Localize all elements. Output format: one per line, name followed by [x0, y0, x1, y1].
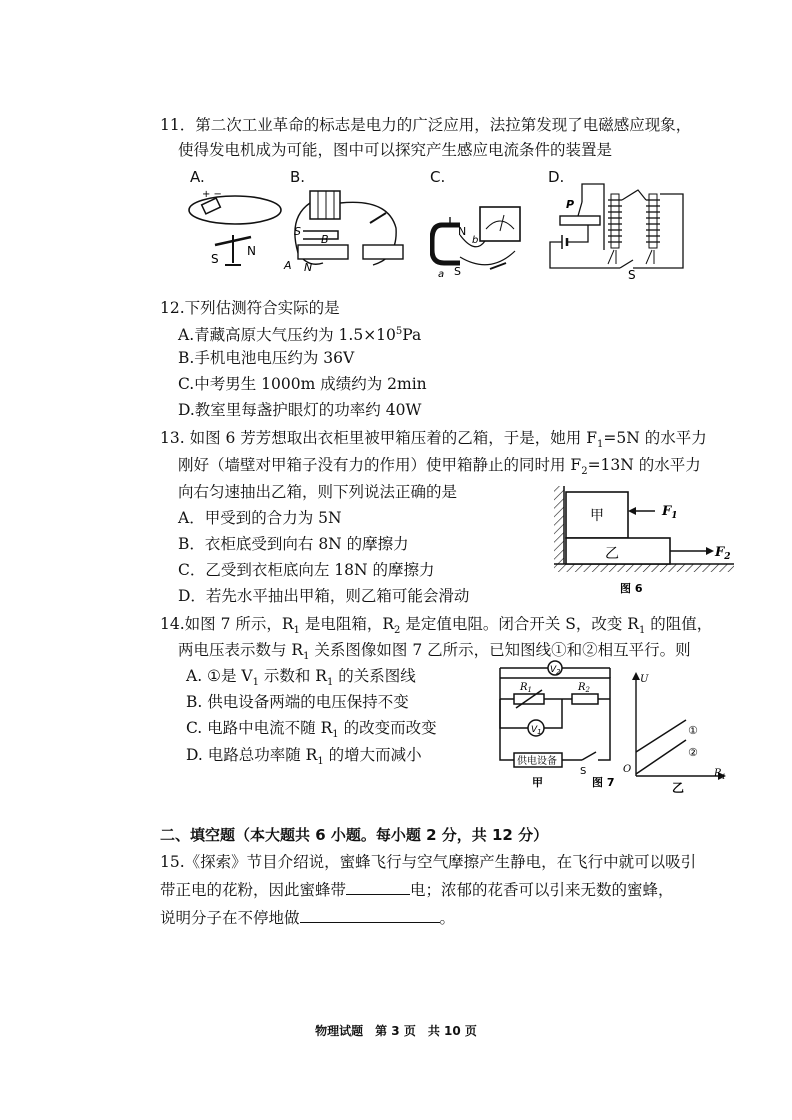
q14-a-3: 的关系图线: [333, 667, 416, 685]
q13-option-b: B．衣柜底受到向右 8N 的摩擦力: [178, 535, 409, 553]
q14-fig-caption: 图 7: [592, 776, 615, 789]
q14-d-s: 1: [317, 756, 324, 768]
q11-stem-line1: 11．第二次工业革命的标志是电力的广泛应用，法拉第发现了电磁感应现象，: [160, 116, 692, 134]
q11-fig-b-b: B: [321, 233, 329, 246]
q14-l2-a: 两电压表示数与 R: [178, 641, 304, 659]
q13-figure-6: [550, 478, 740, 598]
q11-fig-b-n: N: [304, 261, 313, 274]
q11-option-a-label: A.: [190, 168, 205, 186]
q14-fig-jia: 甲: [532, 776, 543, 789]
q12-option-a-unit: Pa: [402, 326, 422, 345]
q14-option-a: [186, 666, 416, 693]
q14-d-2: 的增大而减小: [323, 746, 422, 764]
q12-stem: 12.下列估测符合实际的是: [160, 299, 340, 317]
q15-blank-2[interactable]: [300, 908, 440, 923]
q11-option-b-label: B.: [290, 168, 306, 186]
q12-option-a-sup: 5: [395, 326, 403, 337]
q13-option-c: C．乙受到衣柜底向左 18N 的摩擦力: [178, 561, 435, 579]
q12-option-a: [178, 322, 421, 345]
q11-figure-b: [278, 183, 408, 278]
q11-figure-c: [430, 195, 530, 280]
q14-graph-u: U: [640, 674, 649, 685]
q13-fig-f1: $F_1$: [662, 504, 678, 521]
q14-graph-line1-label: ①: [688, 724, 698, 737]
q14-c-s: 1: [332, 729, 339, 741]
q11-fig-a-s: S: [211, 252, 219, 266]
q14-l2-b: 关系图像如图 7 乙所示，已知图线①和②相互平行。则: [309, 641, 691, 659]
q13-option-d: D．若先水平抽出甲箱，则乙箱可能会滑动: [178, 587, 470, 605]
q14-a-2: 示数和 R: [258, 667, 327, 685]
q11-figure-a: [185, 185, 285, 280]
q13-stem-line1-a: 13. 如图 6 芳芳想取出衣柜里被甲箱压着的乙箱，于是，她用 F: [160, 429, 597, 447]
svg-text:+ −: + −: [202, 189, 222, 200]
q14-l1-s1: 1: [293, 625, 300, 637]
q13-stem-line2-a: 刚好（墙壁对甲箱子没有力的作用）使甲箱静止的同时用 F: [178, 456, 582, 474]
q11-fig-b-s: S: [294, 225, 301, 238]
q14-option-d: [186, 745, 422, 772]
q14-fig-supply: 供电设备: [517, 756, 557, 767]
q14-l1-s3: 1: [638, 625, 646, 637]
q15-line1: 15.《探索》节目介绍说，蜜蜂飞行与空气摩擦产生静电，在飞行中就可以吸引: [160, 853, 697, 871]
q14-option-b: B. 供电设备两端的电压保持不变: [186, 693, 409, 711]
q15-line3: [160, 908, 455, 928]
q14-l1-d: 的阻值，: [645, 615, 713, 633]
q13-stem-line1-b: =5N 的水平力: [603, 429, 707, 447]
q15-line2-b: 电；浓郁的花香可以引来无数的蜜蜂，: [410, 881, 674, 899]
q13-stem-line3: 向右匀速抽出乙箱，则下列说法正确的是: [178, 483, 458, 501]
q11-option-c-label: C.: [430, 168, 446, 186]
q14-graph-yi: 乙: [672, 781, 685, 794]
q15-line3-end: 。: [439, 909, 456, 927]
q14-stem-line1: [160, 614, 712, 641]
q13-fig-box-top: 甲: [590, 508, 604, 524]
q11-stem-line2: 使得发电机成为可能，图中可以探究产生感应电流条件的装置是: [178, 141, 613, 159]
q13-fig-f2: $F_2$: [715, 545, 731, 562]
q15-blank-1[interactable]: [346, 880, 410, 895]
q15-line3-a: 说明分子在不停地做: [160, 909, 300, 927]
q14-l1-a: 14.如图 7 所示，R: [160, 615, 294, 633]
q14-c-2: 的改变而改变: [338, 719, 437, 737]
q14-graph-o: O: [623, 764, 632, 775]
q13-stem-line1-sub: 1: [596, 439, 604, 451]
q12-option-a-text: A.青藏高原大气压约为 1.5×10: [178, 326, 396, 345]
q14-fig-r1: $R_1$: [520, 682, 532, 694]
q11-fig-c-b: b: [472, 235, 479, 246]
q14-fig-s: S: [580, 766, 587, 777]
q11-fig-c-a: a: [438, 269, 445, 280]
q11-figure-d: [548, 180, 688, 280]
q14-graph-line2-label: ②: [688, 746, 698, 759]
q14-d-1: D. 电路总功率随 R: [186, 746, 318, 764]
q14-a-s2: 1: [326, 677, 334, 689]
q14-figure-7-graph: [618, 664, 730, 794]
q14-fig-v2: $V_2$: [550, 665, 561, 676]
q13-fig-caption: 图 6: [620, 582, 643, 595]
q14-a-1: A. ①是 V: [186, 667, 253, 685]
q15-line2: [160, 880, 674, 900]
q14-l2-s: 1: [303, 651, 310, 663]
q14-c-1: C. 电路中电流不随 R: [186, 719, 333, 737]
q14-l1-s2: 2: [394, 625, 401, 637]
q11-fig-d-p: P: [566, 198, 575, 211]
q11-fig-c-s: S: [454, 265, 461, 278]
q12-option-d: D.教室里每盏护眼灯的功率约 40W: [178, 401, 422, 419]
q11-fig-b-a: A: [284, 259, 292, 272]
q15-line2-a: 带正电的花粉，因此蜜蜂带: [160, 881, 347, 899]
q14-a-s1: 1: [252, 677, 259, 689]
q12-option-b: B.手机电池电压约为 36V: [178, 349, 355, 367]
q14-fig-r2: $R_2$: [578, 682, 590, 694]
q13-stem-line2-b: =13N 的水平力: [587, 456, 701, 474]
q14-option-c: [186, 718, 437, 745]
q14-graph-r: $R_1$: [714, 768, 726, 781]
q11-option-d-label: D.: [548, 168, 565, 186]
q14-fig-v1: $V_1$: [531, 725, 542, 736]
q13-fig-box-bottom: 乙: [605, 546, 619, 562]
page-footer: 物理试题 第 3 页 共 10 页: [315, 1024, 477, 1038]
q13-option-a: A．甲受到的合力为 5N: [178, 509, 342, 527]
section-2-heading: 二、填空题（本大题共 6 小题。每小题 2 分，共 12 分）: [160, 826, 549, 844]
q12-option-c: C.中考男生 1000m 成绩约为 2min: [178, 375, 427, 393]
q11-fig-a-n: N: [247, 244, 256, 258]
q11-fig-d-s: S: [628, 268, 636, 280]
q13-stem-line2-sub: 2: [581, 466, 588, 478]
q13-stem-line1: [160, 428, 707, 455]
q11-fig-c-n: N: [458, 225, 467, 238]
q14-figure-7-circuit: [492, 660, 620, 792]
q14-l1-b: 是电阻箱，R: [299, 615, 395, 633]
q14-l1-c: 是定值电阻。闭合开关 S，改变 R: [400, 615, 639, 633]
